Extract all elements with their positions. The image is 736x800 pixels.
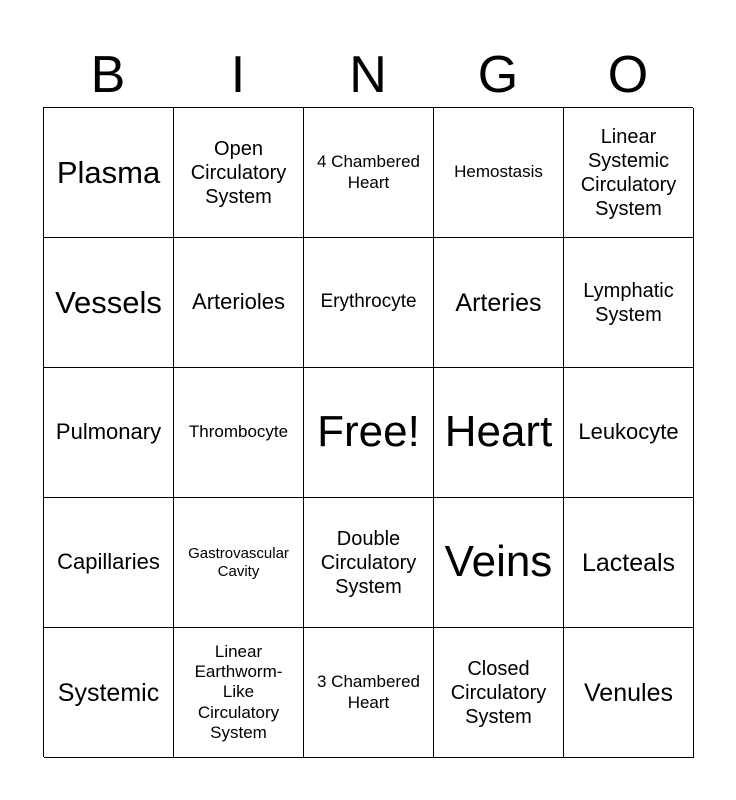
bingo-cell [304,238,434,368]
cell-label: Gastrovascular Cavity [188,544,289,580]
cell-label: Vessels [55,284,162,320]
bingo-cell [304,628,434,758]
cell-label: Double Circulatory System [320,527,417,598]
bingo-cell [44,498,174,628]
bingo-cell [434,628,564,758]
cell-label: Systemic [57,678,160,707]
cell-label: Heart [444,407,553,457]
cell-label: Open Circulatory System [190,137,287,208]
free-space-label: Free! [317,407,420,457]
bingo-cell [44,368,174,498]
bingo-cell [564,368,694,498]
bingo-cell [434,108,564,238]
cell-label: Arterioles [192,289,285,315]
bingo-cell [434,498,564,628]
bingo-cell [564,108,694,238]
bingo-cell [564,628,694,758]
header-letter-n: N [349,46,387,104]
bingo-cell [44,108,174,238]
bingo-cell [174,368,304,498]
bingo-cell-free [304,368,434,498]
cell-label: Venules [584,678,673,707]
bingo-cell [174,628,304,758]
cell-label: Arteries [455,288,542,317]
cell-label: Linear Systemic Circulatory System [580,125,677,220]
bingo-cell [44,238,174,368]
bingo-cell [174,108,304,238]
cell-label: Veins [444,537,553,587]
cell-label: Hemostasis [454,162,543,182]
bingo-cell [564,498,694,628]
header-letter-g: G [477,46,519,104]
cell-label: Thrombocyte [188,422,289,442]
cell-label: Capillaries [57,549,160,575]
cell-label: Pulmonary [55,419,162,445]
cell-label: 3 Chambered Heart [316,672,420,712]
bingo-cell [434,368,564,498]
bingo-cell [434,238,564,368]
bingo-cell [44,628,174,758]
bingo-cell [174,498,304,628]
bingo-header [43,42,693,108]
cell-label: 4 Chambered Heart [316,152,420,192]
cell-label: Leukocyte [578,419,679,445]
cell-label: Lymphatic System [583,279,674,326]
header-letter-b: B [90,46,126,104]
cell-label: Lacteals [581,548,676,577]
bingo-cell [304,108,434,238]
header-letter-o: O [607,46,649,104]
cell-label: Erythrocyte [320,291,417,313]
bingo-cell [174,238,304,368]
cell-label: Linear Earthworm-Like Circulatory System [194,641,283,743]
header-letter-i: I [230,46,246,104]
bingo-cell [304,498,434,628]
bingo-cell [564,238,694,368]
cell-label: Closed Circulatory System [450,657,547,728]
cell-label: Plasma [56,154,161,190]
bingo-board [43,107,693,757]
